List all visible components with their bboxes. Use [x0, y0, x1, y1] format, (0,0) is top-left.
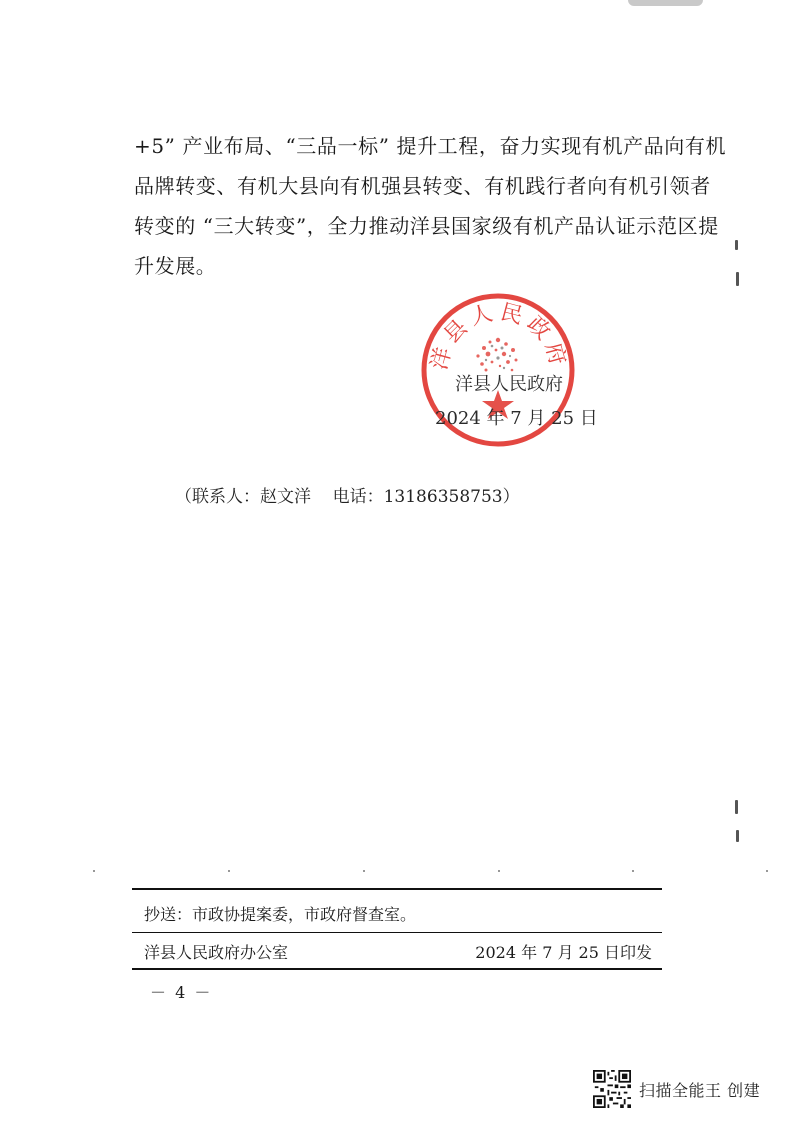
svg-text:洋县人民政府: 洋县人民政府: [426, 299, 572, 373]
binding-mark: [736, 272, 739, 286]
binding-mark: [735, 240, 738, 250]
scan-dot: [766, 870, 768, 872]
body-line: 升发展。: [134, 254, 217, 278]
body-paragraph: [134, 126, 727, 286]
footer-rule-middle: [132, 932, 662, 933]
body-line: +5” 产业布局、“三品一标” 提升工程，奋力实现有机产品向有机: [134, 134, 727, 158]
page-number: － 4 －: [150, 983, 213, 1002]
scan-dot: [632, 870, 634, 872]
signature-date: 2024 年 7 月 25 日: [435, 408, 598, 429]
binding-mark: [736, 830, 739, 842]
cc-line: 抄送：市政协提案委，市政府督查室。: [144, 905, 417, 924]
issue-date: 2024 年 7 月 25 日印发: [475, 943, 652, 962]
body-line: 转变的 “三大转变”，全力推动洋县国家级有机产品认证示范区提: [134, 214, 719, 238]
watermark-text: 扫描全能王 创建: [639, 1080, 761, 1100]
body-line: 品牌转变、有机大县向有机强县转变、有机践行者向有机引领者: [134, 174, 711, 198]
footer-rule-bottom: [132, 968, 662, 970]
binding-mark: [735, 800, 738, 814]
scan-dot: [228, 870, 230, 872]
scan-dot: [498, 870, 500, 872]
contact-line: （联系人：赵文洋 电话：13186358753）: [175, 487, 520, 507]
scan-dot: [93, 870, 95, 872]
camscanner-watermark: [593, 1070, 760, 1108]
scan-dot: [363, 870, 365, 872]
footer-rule-top: [132, 888, 662, 890]
issuing-office: 洋县人民政府办公室: [144, 943, 289, 962]
qr-code-icon: [593, 1070, 631, 1108]
scan-shadow: [628, 0, 703, 6]
signature-org: 洋县人民政府: [455, 374, 563, 395]
